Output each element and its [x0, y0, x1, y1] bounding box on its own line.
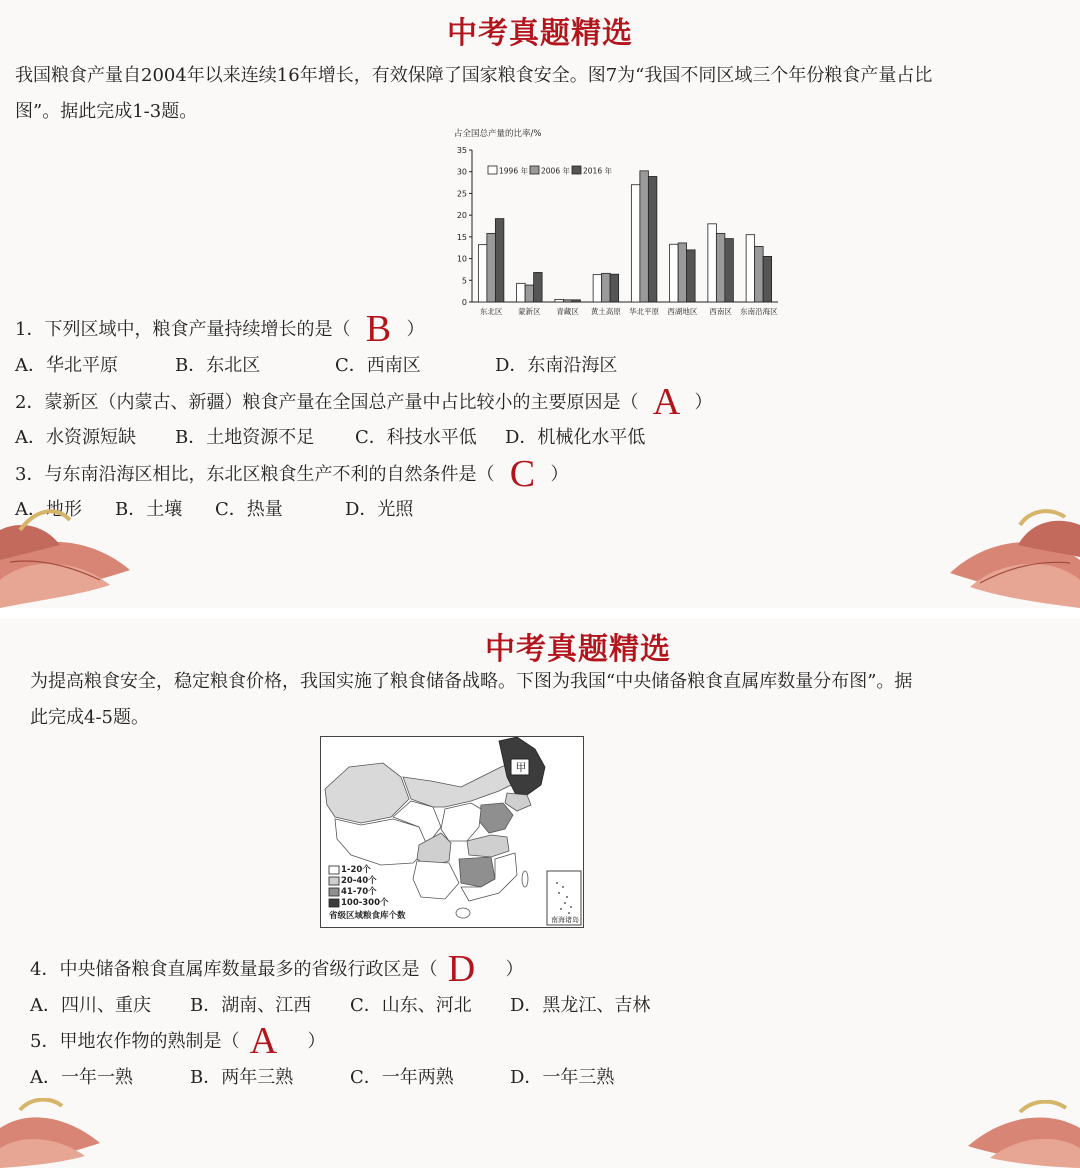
- chart-y-tick-label: 15: [456, 232, 467, 242]
- chart-bar: [763, 256, 772, 302]
- chart-legend-swatch: [488, 166, 497, 174]
- chart-legend-label: 2006 年: [541, 166, 570, 176]
- grain-production-bar-chart: [440, 124, 785, 320]
- map-legend-item-4: 100-300个: [341, 898, 389, 908]
- map-legend-title: 省级区域粮食库个数: [329, 911, 406, 921]
- question-1: [15, 308, 425, 350]
- map-legend-item-2: 20-40个: [341, 876, 377, 886]
- question-5: [30, 1020, 326, 1062]
- question-3-text: 3．与东南沿海区相比，东北区粮食生产不利的自然条件是（: [15, 464, 495, 485]
- map-legend-swatch: [329, 888, 339, 896]
- q3-option-a[interactable]: A．地形: [15, 499, 82, 520]
- chart-legend-label: 2016 年: [583, 166, 612, 176]
- map-region-hebei-shandong: [479, 803, 513, 833]
- chart-x-tick-label: 青藏区: [556, 307, 579, 316]
- chart-x-tick-label: 蒙新区: [518, 307, 541, 316]
- map-legend-swatch: [329, 899, 339, 907]
- question-5-text: 5．甲地农作物的熟制是（: [30, 1031, 240, 1052]
- question-4-close: ）: [505, 959, 524, 980]
- map-region-inner-mongolia: [403, 761, 519, 807]
- chart-bar: [648, 176, 657, 302]
- chart-bar: [593, 275, 602, 302]
- map-legend-item-3: 41-70个: [341, 887, 377, 897]
- chart-y-tick-label: 20: [456, 211, 467, 221]
- question-3: [15, 453, 569, 495]
- chart-x-tick-label: 西湖地区: [667, 307, 698, 316]
- flower-decoration-left-icon: [0, 500, 150, 608]
- question-2-answer: A: [652, 381, 681, 423]
- q5-option-c[interactable]: C．一年两熟: [350, 1067, 454, 1088]
- q3-option-b[interactable]: B．土壤: [115, 499, 183, 520]
- flower-decoration-bottom-right-icon: [940, 1100, 1080, 1168]
- chart-bar: [725, 239, 734, 302]
- q1-option-a[interactable]: A．华北平原: [15, 355, 118, 376]
- slide-gap: [0, 608, 1080, 618]
- question-2-options: [15, 425, 715, 451]
- q1-option-d[interactable]: D．东南沿海区: [495, 355, 618, 376]
- slide-1-intro: [15, 58, 1065, 130]
- map-region-central-north: [441, 803, 481, 841]
- chart-bar: [487, 233, 496, 302]
- map-marker-label: 甲: [515, 761, 527, 774]
- question-5-answer: A: [249, 1020, 278, 1062]
- chart-x-tick-label: 黄土高原: [590, 307, 621, 316]
- chart-bar: [495, 219, 504, 302]
- question-4-options: [30, 993, 750, 1019]
- chart-bar: [602, 273, 611, 302]
- intro-line-2: 图”。据此完成1-3题。: [15, 101, 198, 122]
- question-4-text: 4．中央储备粮食直属库数量最多的省级行政区是（: [30, 959, 438, 980]
- flower-decoration-bottom-left-icon: [0, 1098, 110, 1168]
- intro2-line-1: 为提高粮食安全，稳定粮食价格，我国实施了粮食储备战略。下图为我国“中央储备粮食直属库数量分布图”。据: [30, 671, 913, 692]
- chart-bar: [755, 246, 764, 302]
- slide-2: [0, 618, 1080, 1168]
- question-4-answer: D: [447, 948, 476, 990]
- grain-reserve-map: [320, 736, 584, 928]
- question-1-answer: B: [365, 308, 392, 350]
- map-region-hainan: [456, 908, 470, 918]
- map-region-tibet: [335, 819, 429, 865]
- question-5-close: ）: [307, 1031, 326, 1052]
- intro-line-1: 我国粮食产量自2004年以来连续16年增长，有效保障了国家粮食安全。图7为“我国不同区域三个年份粮食产量占比: [15, 65, 933, 86]
- q2-option-d[interactable]: D．机械化水平低: [505, 427, 646, 448]
- map-region-hubei-anhui: [467, 835, 509, 857]
- chart-x-tick-label: 华北平原: [629, 307, 660, 316]
- question-2-text: 2．蒙新区（内蒙古、新疆）粮食产量在全国总产量中占比较小的主要原因是（: [15, 392, 639, 413]
- q2-option-a[interactable]: A．水资源短缺: [15, 427, 136, 448]
- q2-option-c[interactable]: C．科技水平低: [355, 427, 477, 448]
- question-3-close: ）: [550, 464, 569, 485]
- intro2-line-2: 此完成4-5题。: [30, 707, 149, 728]
- chart-bar: [670, 244, 679, 302]
- question-3-answer: C: [509, 453, 536, 495]
- chart-y-label: 占全国总产量的比率/%: [454, 129, 542, 139]
- chart-bar: [708, 224, 717, 302]
- map-region-taiwan: [522, 871, 528, 887]
- chart-y-tick-label: 30: [456, 167, 467, 177]
- chart-bar: [610, 274, 619, 302]
- q5-option-a[interactable]: A．一年一熟: [30, 1067, 133, 1088]
- q3-option-c[interactable]: C．热量: [215, 499, 283, 520]
- chart-bar: [640, 171, 649, 302]
- chart-x-tick-label: 西南区: [709, 307, 732, 316]
- map-region-southwest: [413, 861, 459, 899]
- chart-bar: [572, 300, 581, 302]
- chart-legend-swatch: [530, 166, 539, 174]
- question-2: [15, 381, 713, 423]
- question-2-close: ）: [694, 392, 713, 413]
- chart-bar: [678, 243, 687, 302]
- q1-option-c[interactable]: C．西南区: [335, 355, 421, 376]
- chart-bar: [746, 235, 755, 302]
- slide-1-title: 中考真题精选: [447, 16, 633, 51]
- map-region-liaoning: [505, 793, 531, 811]
- question-1-close: ）: [406, 319, 425, 340]
- chart-x-tick-label: 东北区: [479, 307, 503, 316]
- chart-legend-label: 1996 年: [499, 166, 528, 176]
- map-inset-label: 南海诸岛: [551, 916, 579, 924]
- question-1-options: [15, 353, 715, 379]
- map-legend-swatch: [329, 866, 339, 874]
- flower-decoration-right-icon: [930, 505, 1080, 608]
- map-legend-item-1: 1-20个: [341, 865, 371, 875]
- chart-y-tick-label: 0: [461, 298, 467, 307]
- q4-option-b[interactable]: B．湖南、江西: [190, 995, 312, 1016]
- question-4: [30, 948, 524, 990]
- chart-bar: [534, 272, 543, 302]
- chart-bar: [525, 285, 534, 302]
- q5-option-d[interactable]: D．一年三熟: [510, 1067, 615, 1088]
- chart-bar: [555, 299, 564, 302]
- q2-option-b[interactable]: B．土地资源不足: [175, 427, 315, 448]
- chart-bar: [687, 250, 696, 302]
- map-legend-swatch: [329, 877, 339, 885]
- chart-x-tick-label: 东南沿海区: [740, 307, 778, 316]
- chart-y-tick-label: 25: [456, 189, 467, 199]
- chart-bar: [517, 283, 526, 302]
- chart-bar: [716, 233, 725, 302]
- slide-2-intro: [30, 664, 1070, 736]
- q4-option-d[interactable]: D．黑龙江、吉林: [510, 995, 651, 1016]
- question-1-text: 1．下列区域中，粮食产量持续增长的是（: [15, 319, 351, 340]
- chart-y-tick-label: 35: [456, 146, 467, 155]
- question-5-options: [30, 1065, 750, 1091]
- chart-y-tick-label: 5: [461, 276, 467, 286]
- chart-bar: [478, 245, 487, 302]
- q3-option-d[interactable]: D．光照: [345, 499, 414, 520]
- q1-option-b[interactable]: B．东北区: [175, 355, 261, 376]
- q5-option-b[interactable]: B．两年三熟: [190, 1067, 294, 1088]
- chart-bar: [631, 185, 640, 302]
- chart-legend-swatch: [572, 166, 581, 174]
- chart-y-tick-label: 10: [456, 254, 467, 264]
- chart-bar: [563, 300, 572, 302]
- q4-option-a[interactable]: A．四川、重庆: [30, 995, 151, 1016]
- map-legend: [341, 865, 389, 909]
- slide-2-title: 中考真题精选: [485, 632, 671, 667]
- q4-option-c[interactable]: C．山东、河北: [350, 995, 472, 1016]
